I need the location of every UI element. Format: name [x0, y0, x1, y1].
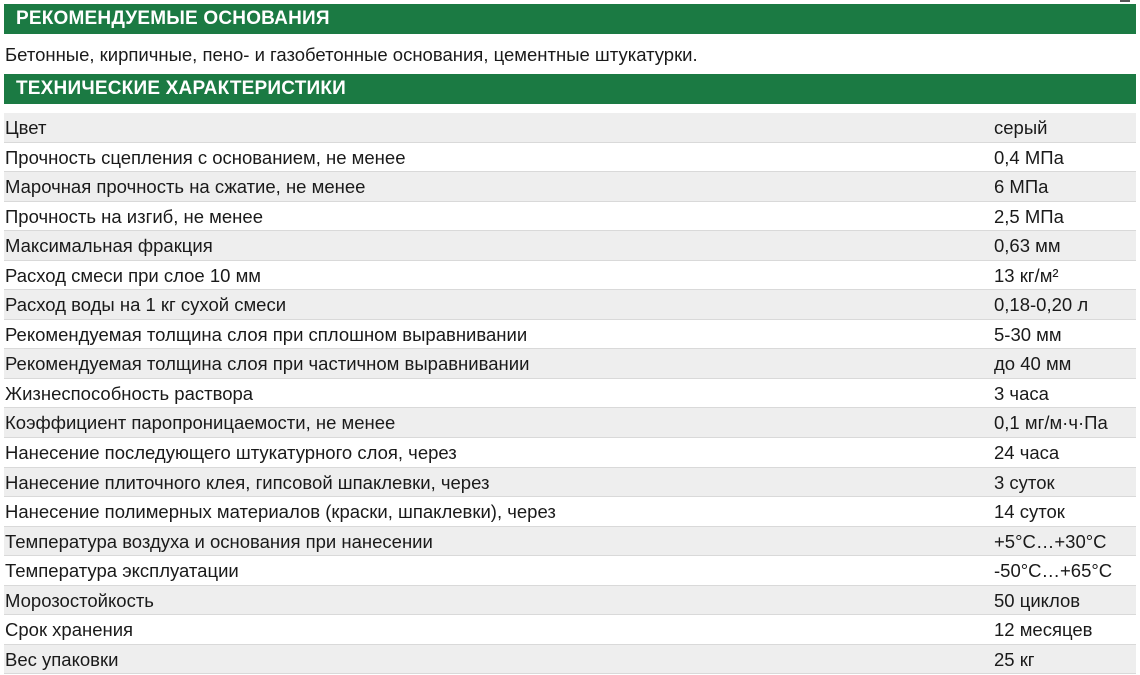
- table-row: [4, 468, 1136, 498]
- spec-value: 50 циклов: [994, 589, 1081, 611]
- spec-value: 0,4 МПа: [994, 146, 1064, 168]
- spec-label: Нанесение полимерных материалов (краски, шпаклевки), через: [5, 501, 556, 523]
- table-row: [4, 349, 1136, 379]
- table-row: [4, 290, 1136, 320]
- spec-value: до 40 мм: [994, 353, 1072, 375]
- spec-label: Температура воздуха и основания при нанесении: [5, 530, 433, 552]
- spec-label: Жизнеспособность раствора: [5, 382, 254, 404]
- spec-value: 0,18-0,20 л: [994, 294, 1089, 316]
- spec-label: Морозостойкость: [5, 589, 154, 611]
- table-row: [4, 261, 1136, 291]
- spec-label: Нанесение последующего штукатурного слоя, через: [5, 442, 457, 464]
- table-row: [4, 320, 1136, 350]
- spec-value: +5°C…+30°C: [994, 530, 1107, 552]
- table-row: [4, 615, 1136, 645]
- page-corner-mark: [1120, 0, 1130, 2]
- spec-value: 14 суток: [994, 501, 1065, 523]
- spec-label: Рекомендуемая толщина слоя при сплошном выравнивании: [5, 323, 528, 345]
- spec-value: 25 кг: [994, 648, 1035, 670]
- table-row: [4, 645, 1136, 675]
- spec-label: Цвет: [5, 117, 47, 138]
- spec-value: серый: [994, 117, 1048, 138]
- table-row: [4, 231, 1136, 261]
- table-row: [4, 586, 1136, 616]
- table-row: [4, 438, 1136, 468]
- spec-label: Коэффициент паропроницаемости, не менее: [5, 412, 396, 434]
- spec-value: 13 кг/м²: [994, 264, 1059, 286]
- spec-label: Вес упаковки: [5, 648, 119, 670]
- spec-label: Срок хранения: [5, 619, 134, 641]
- specs-table: [4, 113, 1136, 674]
- spec-value: -50°C…+65°C: [994, 560, 1113, 582]
- spec-value: 6 МПа: [994, 176, 1049, 198]
- table-row: [4, 379, 1136, 409]
- recommended-bases-header: РЕКОМЕНДУЕМЫЕ ОСНОВАНИЯ: [4, 4, 1136, 34]
- spec-label: Марочная прочность на сжатие, не менее: [5, 176, 366, 198]
- technical-specs-header: ТЕХНИЧЕСКИЕ ХАРАКТЕРИСТИКИ: [4, 74, 1136, 104]
- spec-label: Рекомендуемая толщина слоя при частичном выравнивании: [5, 353, 530, 375]
- table-row: [4, 143, 1136, 173]
- table-row: [4, 408, 1136, 438]
- spec-label: Расход воды на 1 кг сухой смеси: [5, 294, 287, 316]
- spec-label: Прочность на изгиб, не менее: [5, 205, 263, 227]
- spec-label: Максимальная фракция: [5, 235, 213, 257]
- spec-value: 24 часа: [994, 442, 1060, 464]
- spec-value: 12 месяцев: [994, 619, 1093, 641]
- spec-value: 2,5 МПа: [994, 205, 1064, 227]
- spec-value: 5-30 мм: [994, 323, 1062, 345]
- spec-value: 3 суток: [994, 471, 1055, 493]
- spec-value: 0,63 мм: [994, 235, 1061, 257]
- spec-label: Расход смеси при слое 10 мм: [5, 264, 262, 286]
- table-row: [4, 527, 1136, 557]
- spec-label: Температура эксплуатации: [5, 560, 239, 582]
- table-row: [4, 556, 1136, 586]
- table-row: [4, 172, 1136, 202]
- table-row: [4, 113, 1136, 143]
- table-row: [4, 497, 1136, 527]
- spec-label: Нанесение плиточного клея, гипсовой шпаклевки, через: [5, 471, 490, 493]
- spec-value: 3 часа: [994, 382, 1049, 404]
- table-row: [4, 202, 1136, 232]
- recommended-bases-text: Бетонные, кирпичные, пено- и газобетонные основания, цементные штукатурки.: [5, 44, 698, 65]
- spec-label: Прочность сцепления с основанием, не менее: [5, 146, 406, 168]
- spec-value: 0,1 мг/м·ч·Па: [994, 412, 1108, 434]
